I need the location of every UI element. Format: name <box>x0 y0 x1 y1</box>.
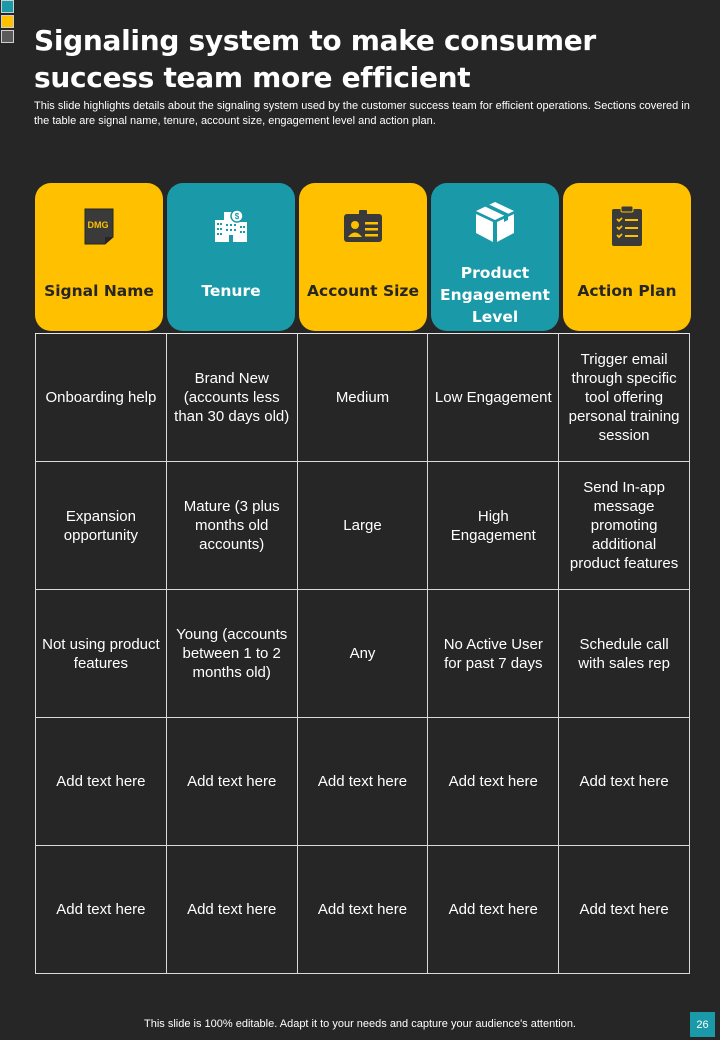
cell-account-size: Add text here <box>297 846 428 974</box>
cell-action-plan: Trigger email through specific tool offering personal training session <box>559 334 690 462</box>
teal-square <box>1 0 14 13</box>
office-building-icon <box>167 203 295 249</box>
cell-engagement-level: Low Engagement <box>428 334 559 462</box>
table-row <box>36 718 690 846</box>
cell-account-size: Any <box>297 590 428 718</box>
yellow-square <box>1 15 14 28</box>
svg-text:DMG: DMG <box>87 220 109 230</box>
header-account-size <box>299 183 427 331</box>
cell-signal-name: Not using product features <box>36 590 167 718</box>
header-label: Action Plan <box>577 282 677 300</box>
header-label: Product Engagement Level <box>440 264 550 326</box>
header-signal-name <box>35 183 163 331</box>
id-card-icon <box>299 203 427 249</box>
header-action-plan <box>563 183 691 331</box>
cell-action-plan: Send In-app message promoting additional product features <box>559 462 690 590</box>
cell-engagement-level: High Engagement <box>428 462 559 590</box>
signal-table <box>35 333 690 974</box>
dmg-file-icon <box>35 203 163 249</box>
cell-engagement-level: No Active User for past 7 days <box>428 590 559 718</box>
header-product-engagement-level <box>431 183 559 331</box>
cell-tenure: Add text here <box>166 718 297 846</box>
svg-text:$: $ <box>234 212 240 221</box>
cell-engagement-level: Add text here <box>428 718 559 846</box>
cell-tenure: Mature (3 plus months old accounts) <box>166 462 297 590</box>
cell-action-plan: Add text here <box>559 846 690 974</box>
table-header-row <box>35 183 689 333</box>
cell-tenure: Young (accounts between 1 to 2 months old) <box>166 590 297 718</box>
cell-tenure: Brand New (accounts less than 30 days old) <box>166 334 297 462</box>
clipboard-checklist-icon <box>563 203 691 249</box>
cell-account-size: Large <box>297 462 428 590</box>
cell-signal-name: Add text here <box>36 846 167 974</box>
cell-action-plan: Schedule call with sales rep <box>559 590 690 718</box>
decorative-squares <box>1 0 14 45</box>
table-row <box>36 846 690 974</box>
cell-account-size: Add text here <box>297 718 428 846</box>
table-row <box>36 334 690 462</box>
table-row <box>36 590 690 718</box>
table-row <box>36 462 690 590</box>
header-label: Signal Name <box>44 282 154 300</box>
cell-action-plan: Add text here <box>559 718 690 846</box>
cell-signal-name: Onboarding help <box>36 334 167 462</box>
product-box-icon <box>431 199 559 245</box>
cell-signal-name: Add text here <box>36 718 167 846</box>
cell-engagement-level: Add text here <box>428 846 559 974</box>
header-tenure <box>167 183 295 331</box>
cell-account-size: Medium <box>297 334 428 462</box>
page-number: 26 <box>690 1012 715 1037</box>
slide-title: Signaling system to make consumer success team more efficient <box>34 24 596 94</box>
header-label: Account Size <box>307 282 419 300</box>
cell-signal-name: Expansion opportunity <box>36 462 167 590</box>
gray-square <box>1 30 14 43</box>
cell-tenure: Add text here <box>166 846 297 974</box>
footer-note: This slide is 100% editable. Adapt it to your needs and capture your audience's attention. <box>144 1018 576 1030</box>
slide-subtitle: This slide highlights details about the signaling system used by the customer success team for efficient operations. Sections covered in the table are signal name, tenure, account size, engagement level and action plan. <box>34 100 690 127</box>
header-label: Tenure <box>201 282 261 300</box>
